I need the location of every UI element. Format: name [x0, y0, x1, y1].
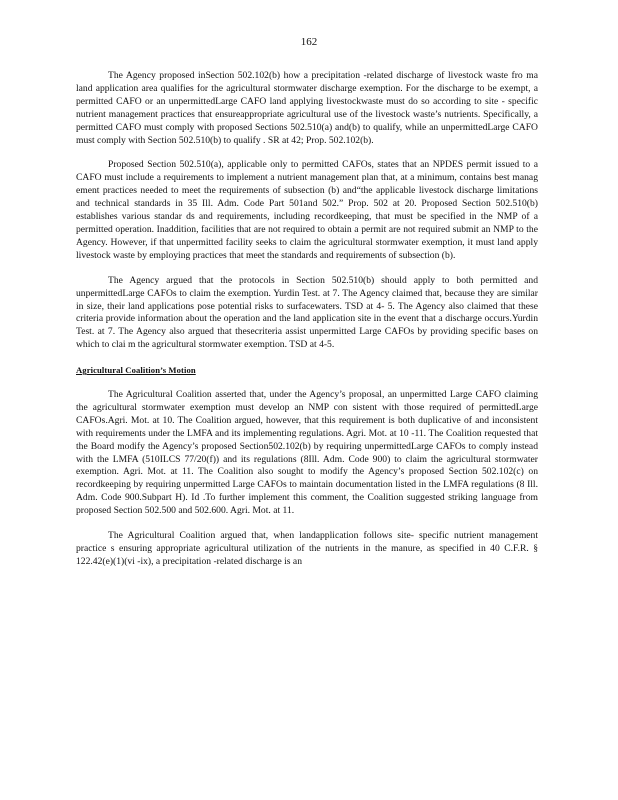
paragraph-coalition-argument: The Agricultural Coalition argued that, when landapplication follows site- specific nutrient management practice s ensuring appropriate agricultural utilization of the nutrients in the manure, as specified in 40 C.F.R. § 122.42(e)(1)(vi -ix), a precipitation -related discharge is an [76, 530, 538, 567]
paragraph-agency-argument: The Agency argued that the protocols in Section 502.510(b) should apply to both permitted and unpermittedLarge CAFOs to claim the exemption. Yurdin Test. at 7. The Agency claimed that, because they are similar in size, their land applications pose potential risks to surfacewaters. TSD at 4- 5. The Agency also claimed that these criteria provide information about the operation and the land application site in the event that a discharge occurs.Yurdin Test. at 7. The Agency also argued that thesecriteria assist unpermitted Large CAFOs by providing specific bases on which to clai m the agricultural stormwater exemption. TSD at 4-5. [76, 274, 538, 351]
paragraph-agency-proposal: The Agency proposed inSection 502.102(b) how a precipitation -related discharge of livestock waste fro ma land application area qualifies for the agricultural stormwater discharge exemption. For the discharge to be exempt, a permitted CAFO or an unpermittedLarge CAFO land applying livestockwaste must do so according to site - specific nutrient management practices that ensureappropriate agricultural use of the livestock waste’s nutrients. Specifically, a permitted CAFO must comply with proposed Sections 502.510(a) and(b) to qualify, while an unpermittedLarge CAFO must comply with Section 502.510(b) to qualify . SR at 42; Prop. 502.102(b). [76, 70, 538, 146]
paragraph-section-502-510: Proposed Section 502.510(a), applicable only to permitted CAFOs, states that an NPDES permit issued to a CAFO must include a requirements to implement a nutrient management plan that, at a minimum, contains best manag ement practices needed to meet the requirements of subsection (b) and“the applicable livestock discharge limitations and technical standards in 35 Ill. Adm. Code Part 501and 502.” Prop. 502 at 20. Proposed Section 502.510(b) establishes various standar ds and requirements, including recordkeeping, that must be specified in the NMP of a permitted operation. Inaddition, facilities that are not required to obtain a permit are not required submit an NMP to the Agency. However, if that unpermitted facility seeks to claim the agricultural stormwater exemption, it must land apply livestock waste by employing practices that meet the standards and requirements of subsection (b). [76, 159, 538, 261]
paragraph-coalition-assertion: The Agricultural Coalition asserted that, under the Agency’s proposal, an unpermitted Large CAFO claiming the agricultural stormwater exemption must develop an NMP con sistent with those required of permittedLarge CAFOs.Agri. Mot. at 10. The Coalition argued, however, that this requirement is both duplicative of and inconsistent with requirements under the LMFA and its implementing regulations. Agri. Mot. at 10 -11. The Coalition requested that the Board modify the Agency’s proposed Section502.102(b) by requiring unpermittedLarge CAFOs to comply instead with the LMFA (510ILCS 77/20(f)) and its regulations (8Ill. Adm. Code 900) to claim the agricultural stormwater exemption. Agri. Mot. at 11. The Coalition also sought to modify the Agency’s proposed Section 502.102(c) on recordkeeping by requiring unpermitted Large CAFOs to maintain documentation listed in the LMFA regulations (8 Ill. Adm. Code 900.Subpart H). Id .To further implement this comment, the Coalition suggested striking language from proposed Section 502.500 and 502.600. Agri. Mot. at 11. [76, 389, 538, 517]
section-heading: Agricultural Coalition’s Motion [76, 365, 196, 376]
page-number: 162 [300, 36, 318, 48]
body-text [76, 70, 538, 581]
